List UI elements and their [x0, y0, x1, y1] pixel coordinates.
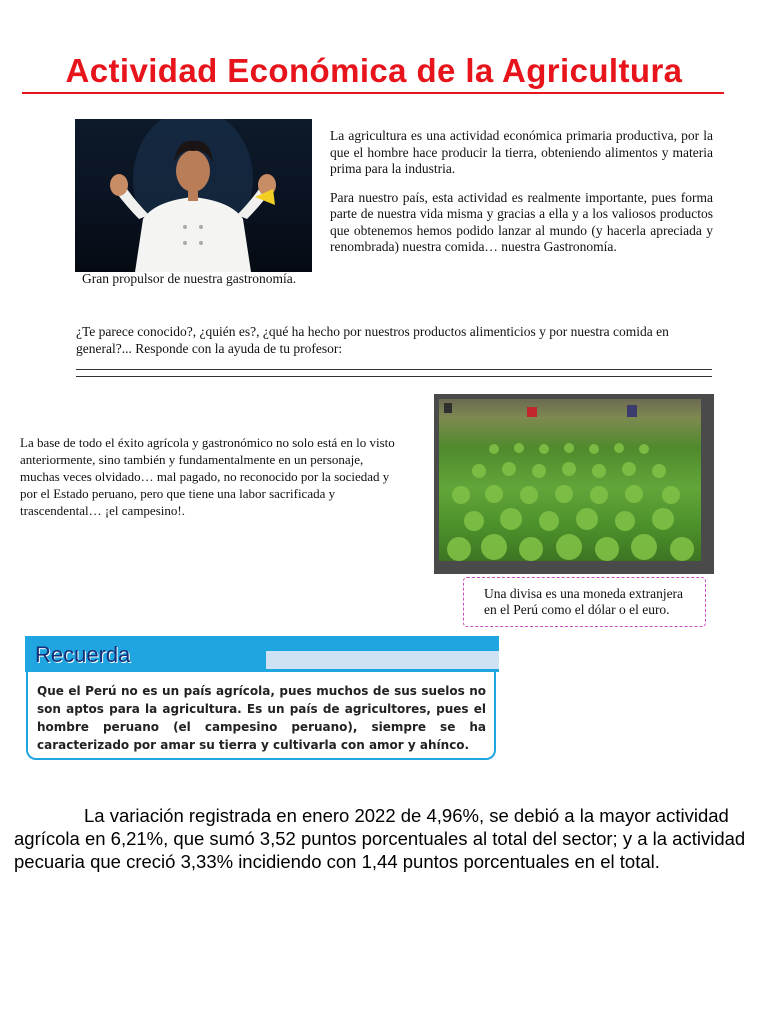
- field-photo-image: [439, 399, 701, 561]
- recuerda-box: [25, 636, 499, 762]
- recuerda-heading: Recuerda: [35, 642, 131, 667]
- page-title: Actividad Económica de la Agricultura: [65, 52, 683, 89]
- intro-paragraph-2: Para nuestro país, esta actividad es realmente importante, pues forma parte de nuestra vida misma y gracias a ella y a los valiosos productos que obtenemos hemos podido lanzar al mundo (y hacerla apreciada y renombrada) nuestra comida… nuestra Gastronomía.: [330, 189, 713, 254]
- chef-photo: [75, 119, 312, 272]
- divisa-note: Una divisa es una moneda extranjera en el Perú como el dólar o el euro.: [463, 577, 706, 627]
- intro-text: [330, 128, 713, 268]
- recuerda-header-bar: [266, 651, 499, 669]
- variacion-text: La variación registrada en enero 2022 de 4,96%, se debió a la mayor actividad agrícola en 6,21%, que sumó 3,52 puntos porcentuales al total del sector; y a la actividad pecuaria que creció 3,33% incidiendo con 1,44 puntos porcentuales en el total.: [14, 805, 746, 872]
- answer-line-2: [76, 376, 712, 377]
- field-photo: [434, 394, 714, 574]
- question-prompt: ¿Te parece conocido?, ¿quién es?, ¿qué ha hecho por nuestros productos alimenticios y por nuestra comida en general?... Responde con la ayuda de tu profesor:: [76, 324, 669, 356]
- campesino-paragraph: La base de todo el éxito agrícola y gastronómico no solo está en lo visto anteriormente, sino también y fundamentalmente en un personaje, muchas veces olvidado… mal pagado, no reconocido por la sociedad y por el Estado peruano, pero que tiene una labor sacrificada y trascendental… ¡el campesino!.: [20, 435, 395, 518]
- photo-caption: Gran propulsor de nuestra gastronomía.: [82, 271, 297, 286]
- intro-paragraph-1: La agricultura es una actividad económica primaria productiva, por la que el hombre hace producir la tierra, obteniendo alimentos y materia prima para la industria.: [330, 128, 713, 176]
- title-underline: [22, 92, 724, 94]
- chef-illustration: [75, 119, 312, 272]
- lettuce-field-illustration: [439, 399, 701, 561]
- recuerda-body: Que el Perú no es un país agrícola, pues muchos de sus suelos no son aptos para la agricultura. Es un país de agricultores, pues el hombre peruano (el campesino peruano), siempre se ha caracterizado por amar su tierra y cultivarla con amor y ahínco.: [26, 672, 496, 760]
- answer-line-1: [76, 369, 712, 370]
- variacion-paragraph: [14, 804, 748, 873]
